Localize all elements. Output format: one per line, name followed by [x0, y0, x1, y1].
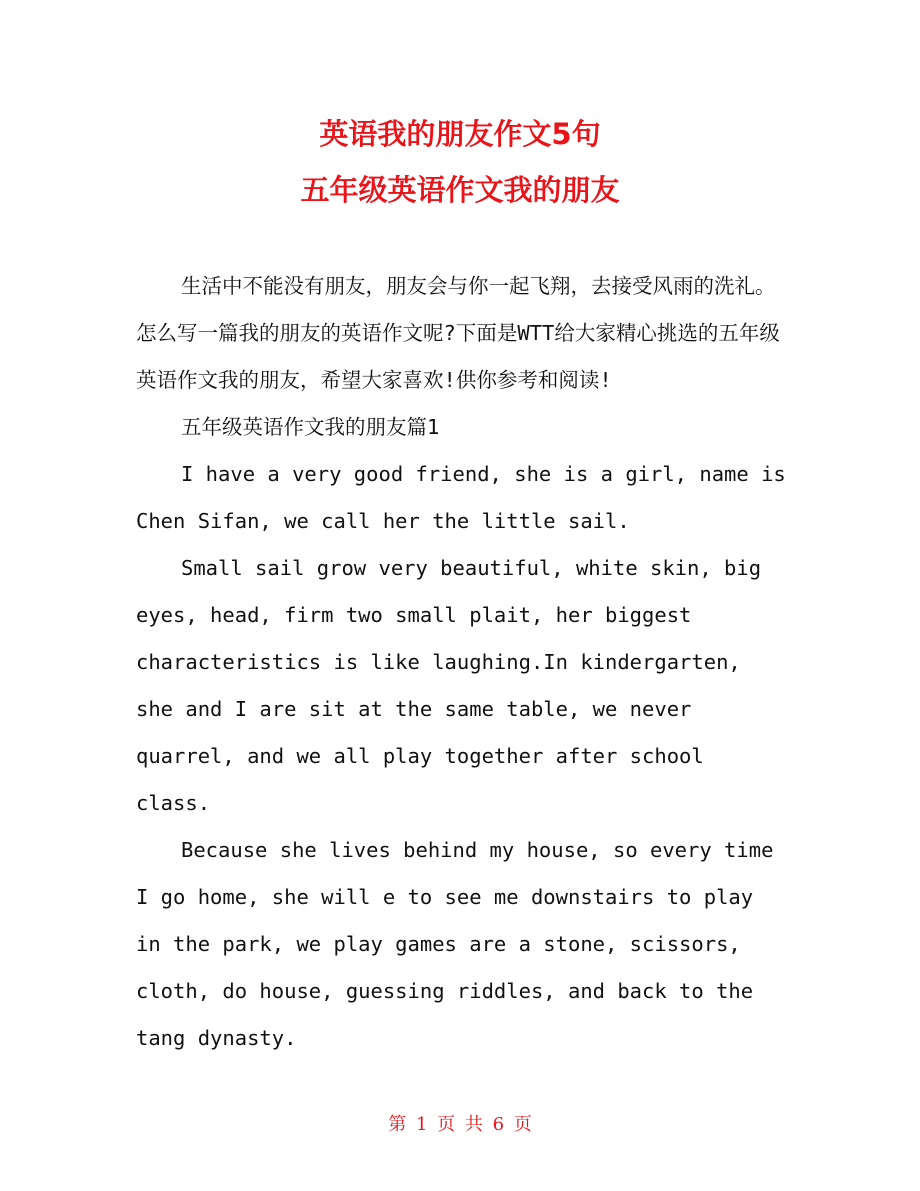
paragraph-2: Small sail grow very beautiful, white skin, big eyes, head, firm two small plait, her biggest characteristics is like laughing.In kindergarten, she and I are sit at the same table, we never quarrel, and we all play together after school class. [136, 556, 762, 815]
paragraph-1: I have a very good friend, she is a girl, name is Chen Sifan, we call her the little sail. [136, 462, 786, 533]
document-title-line-1: 英语我的朋友作文5句 [319, 117, 601, 151]
document-title-line-2: 五年级英语作文我的朋友 [300, 173, 620, 207]
section-heading: 五年级英语作文我的朋友篇1 [181, 415, 440, 439]
page-footer: 第 1 页 共 6 页 [388, 1114, 532, 1135]
paragraph-3: Because she lives behind my house, so every time I go home, she will e to see me downstairs to play in the park, we play games are a stone, scissors, cloth, do house, guessing riddles, and back to the tang dynasty. [136, 838, 774, 1050]
document-body [136, 263, 786, 1062]
paragraph-intro: 生活中不能没有朋友，朋友会与你一起飞翔，去接受风雨的洗礼。怎么写一篇我的朋友的英语作文呢?下面是WTT给大家精心挑选的五年级英语作文我的朋友，希望大家喜欢!供你参考和阅读! [136, 274, 780, 392]
